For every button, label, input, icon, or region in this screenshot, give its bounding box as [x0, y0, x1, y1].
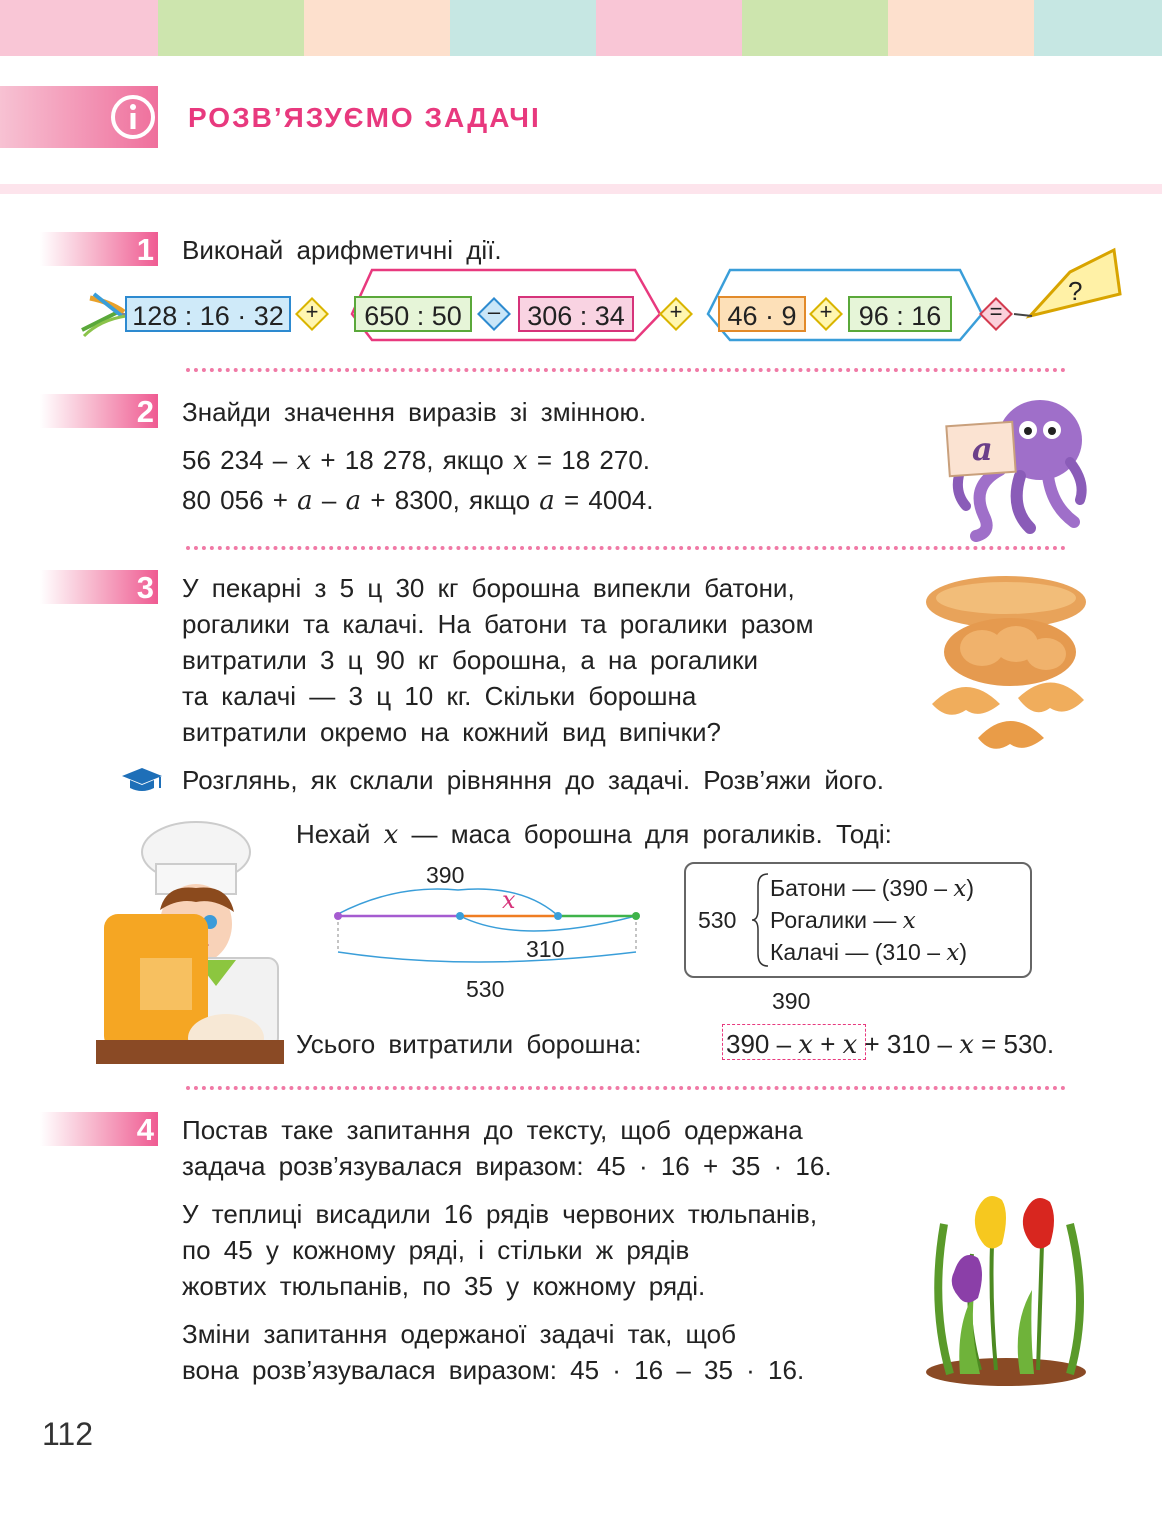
task-2-marker [40, 394, 158, 428]
eq-part-a: 390 – [726, 1029, 799, 1059]
expr2-part-b: – [312, 485, 346, 515]
segment-diagram [330, 880, 650, 970]
task-3-line-3: витратили 3 ц 90 кг борошна, а на рогалики [182, 645, 758, 675]
let-part-b: — маса борошна для рогаликів. Тоді: [398, 819, 892, 849]
expr2-part-a: 80 056 + [182, 485, 298, 515]
task-4-marker [40, 1112, 158, 1146]
stripe-1 [0, 0, 158, 56]
task-3-marker [40, 570, 158, 604]
expr-box-5: 96 : 16 [848, 296, 952, 332]
task-4-line-7: вона розв’язувалася виразом: 45 · 16 – 35 · 16. [182, 1355, 805, 1385]
legend-box [684, 862, 1032, 978]
variable-a: a [297, 486, 313, 516]
stripe-5 [596, 0, 742, 56]
task-4-line-6: Зміни запитання одержаної задачі так, щоб [182, 1319, 736, 1349]
task-4-line-3: У теплиці висадили 16 рядів червоних тюльпанів, [182, 1199, 818, 1229]
plus-sign-2: + [669, 299, 683, 324]
page-number: 112 [42, 1416, 94, 1452]
task-4-line-5: жовтих тюльпанів, по 35 у кожному ряді. [182, 1271, 706, 1301]
diagram-label-530: 530 [466, 976, 505, 1002]
section-header-band [0, 86, 158, 148]
chef-illustration [96, 818, 284, 1064]
stripe-7 [888, 0, 1034, 56]
variable-x: x [383, 820, 399, 850]
task-2-expression-2 [182, 482, 653, 519]
task-3-number: 3 [136, 570, 154, 605]
legend-row-1 [770, 874, 974, 903]
eq-part-d: = 530. [973, 1029, 1055, 1059]
diagram-label-x: x [502, 886, 516, 914]
stripe-2 [158, 0, 304, 56]
graduation-cap-icon [120, 766, 164, 794]
variable-x: x [296, 446, 312, 476]
task-4-line-4: по 45 у кожному ряді, і стільки ж рядів [182, 1235, 690, 1265]
expr2-part-c: + 8300, якщо [361, 485, 540, 515]
expr1-part-c: = 18 270. [527, 445, 651, 475]
variable-x: x [946, 940, 960, 966]
curly-brace [750, 872, 770, 968]
task-4-line-1: Постав таке запитання до тексту, щоб одержана [182, 1115, 803, 1145]
task-3-hint: Розглянь, як склали рівняння до задачі. Розв’яжи його. [182, 765, 884, 795]
variable-x: x [798, 1030, 813, 1060]
diagram-label-310: 310 [526, 936, 565, 962]
equation-label: Усього витратили борошна: [296, 1029, 642, 1059]
divider-3 [186, 1086, 1066, 1090]
plus-sign-1: + [305, 299, 319, 324]
diagram-label-390: 390 [426, 862, 465, 888]
stripe-3 [304, 0, 450, 56]
task-4-line-2: задача розв’язувалася виразом: 45 · 16 + 35 · 16. [182, 1151, 832, 1181]
variable-x: x [959, 1030, 974, 1060]
expr-box-4: 46 · 9 [718, 296, 806, 332]
octopus-illustration [940, 396, 1090, 542]
header-divider [0, 184, 1162, 194]
legend-row-3 [770, 938, 967, 967]
stripe-8 [1034, 0, 1162, 56]
task-3-line-4: та калачі — 3 ц 10 кг. Скільки борошна [182, 681, 697, 711]
bread-illustration [926, 570, 1088, 756]
variable-x: x [842, 1030, 858, 1060]
divider-1 [186, 368, 1066, 372]
task-3-line-5: витратили окремо на кожний вид випічки? [182, 717, 721, 747]
task-2-expression-1 [182, 442, 650, 479]
row3-part-a: Калачі — (310 – [770, 939, 947, 965]
eq-part-c: + 310 – [857, 1029, 960, 1059]
expr1-part-a: 56 234 – [182, 445, 297, 475]
kite-question-mark: ? [1068, 276, 1083, 306]
variable-x: x [512, 446, 528, 476]
task-3-line-1: У пекарні з 5 ц 30 кг борошна випекли батони, [182, 573, 795, 603]
task-1-number: 1 [136, 232, 154, 267]
variable-x: x [902, 908, 916, 934]
expr1-part-b: + 18 278, якщо [311, 445, 513, 475]
eq-part-b: + [812, 1029, 843, 1059]
let-statement [296, 816, 892, 853]
task-2-text: Знайди значення виразів зі змінною. [182, 397, 647, 427]
section-title: РОЗВ’ЯЗУЄМО ЗАДАЧІ [188, 102, 541, 133]
stripe-4 [450, 0, 596, 56]
row1-part-b: ) [966, 875, 975, 901]
task-2-number: 2 [136, 394, 154, 429]
expr-box-3: 306 : 34 [518, 296, 634, 332]
row2-part-a: Рогалики — [770, 907, 903, 933]
expr-box-2: 650 : 50 [354, 296, 472, 332]
row1-part-a: Батони — (390 – [770, 875, 954, 901]
octopus-sign-letter: a [972, 430, 993, 468]
info-icon [110, 94, 156, 140]
row3-part-b: ) [959, 939, 968, 965]
plus-sign-3: + [819, 299, 833, 324]
task-3-line-2: рогалики та калачі. На батони та рогалики разом [182, 609, 814, 639]
variable-x: x [953, 876, 967, 902]
variable-a: a [539, 486, 555, 516]
let-part-a: Нехай [296, 819, 384, 849]
expr2-part-d: = 4004. [554, 485, 654, 515]
stripe-6 [742, 0, 888, 56]
sum-label-390: 390 [772, 988, 811, 1014]
equals-sign: = [989, 299, 1003, 324]
legend-row-2 [770, 906, 916, 935]
equation [726, 1026, 1054, 1063]
minus-sign: – [487, 299, 501, 324]
tulips-illustration [920, 1184, 1090, 1388]
task-4-number: 4 [136, 1112, 154, 1147]
variable-a: a [345, 486, 362, 516]
task-1-text: Виконай арифметичні дії. [182, 235, 502, 265]
legend-total: 530 [698, 907, 737, 933]
expr-box-1: 128 : 16 · 32 [125, 296, 291, 332]
divider-2 [186, 546, 1066, 550]
